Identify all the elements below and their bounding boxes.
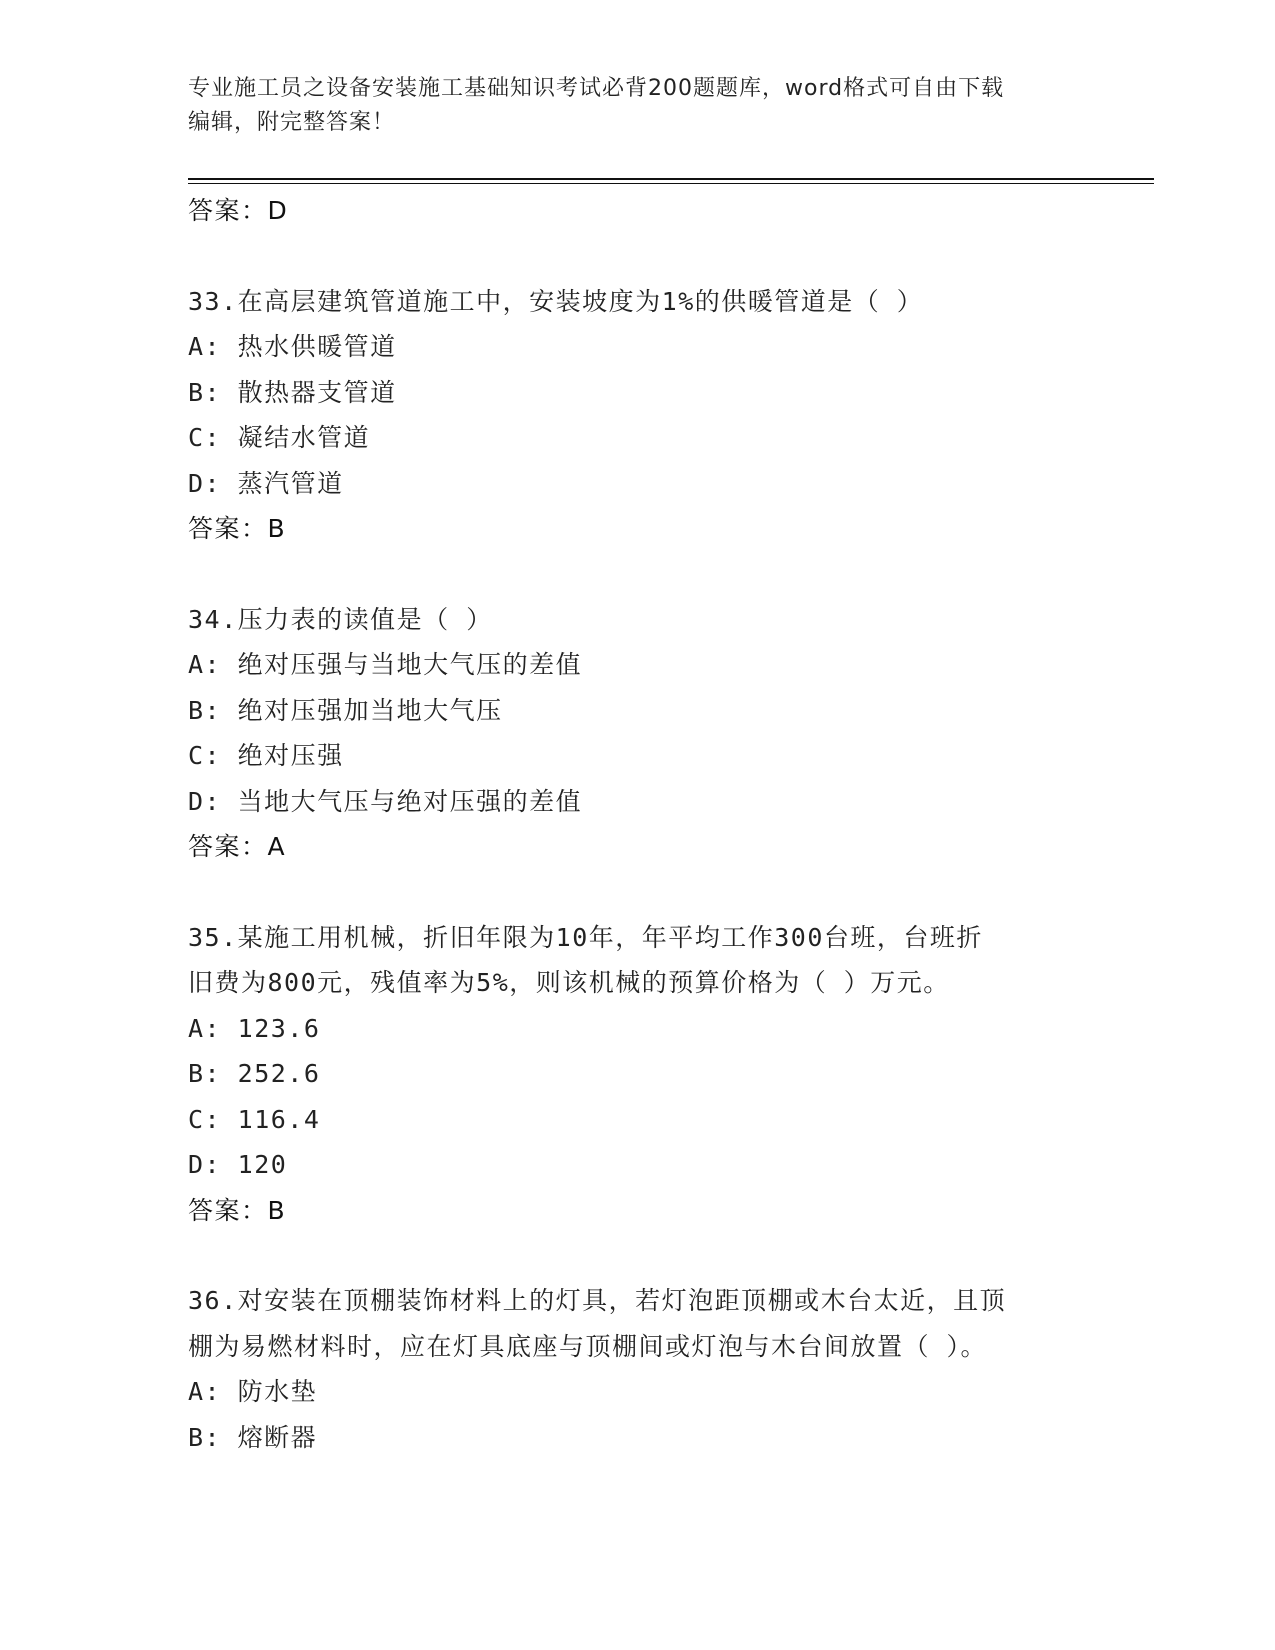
spacer [188,234,1088,279]
option-b: B: 绝对压强加当地大气压 [188,695,503,725]
option-d: D: 120 [188,1150,288,1179]
question-stem: 33.在高层建筑管道施工中，安装坡度为1%的供暖管道是（ ） [188,286,924,316]
option-a: A: 绝对压强与当地大气压的差值 [188,650,583,679]
option-d: D: 蒸汽管道 [188,468,344,498]
question-block [188,279,1088,552]
question-block [188,1278,1088,1460]
option-b: B: 252.6 [188,1059,321,1088]
spacer [188,1233,1088,1278]
option-c: C: 凝结水管道 [188,423,371,452]
answer-line: 答案：B [188,1195,287,1225]
option-d: D: 当地大气压与绝对压强的差值 [188,786,583,816]
option-a: A: 防水垫 [188,1377,318,1406]
answer-line: 答案：A [188,832,287,861]
option-b: B: 熔断器 [188,1422,318,1452]
header-divider-thin [188,183,1154,184]
answer-line: 答案：D [188,196,289,225]
header-line-1: 专业施工员之设备安装施工基础知识考试必背200题题库，word格式可自由下载 [188,76,1005,101]
header-divider [188,178,1154,180]
document-header [188,72,1068,140]
spacer [188,870,1088,915]
option-b: B: 散热器支管道 [188,377,397,407]
option-a: A: 123.6 [188,1013,321,1043]
question-stem: 35.某施工用机械，折旧年限为10年，年平均工作300台班，台班折 [188,922,983,952]
question-block [188,597,1088,870]
option-c: C: 116.4 [188,1104,321,1134]
header-line-2: 编辑，附完整答案！ [188,110,396,135]
question-stem-continued: 棚为易燃材料时，应在灯具底座与顶棚间或灯泡与木台间放置（ ）。 [188,1331,988,1361]
option-c: C: 绝对压强 [188,741,344,770]
spacer [188,552,1088,597]
question-block [188,915,1088,1234]
question-stem-continued: 旧费为800元，残值率为5%，则该机械的预算价格为（ ）万元。 [188,968,950,997]
option-a: A: 热水供暖管道 [188,332,397,361]
question-stem: 36.对安装在顶棚装饰材料上的灯具，若灯泡距顶棚或木台太近，且顶 [188,1286,1007,1315]
answer-line: 答案：B [188,514,287,543]
question-list [188,188,1088,1460]
question-stem: 34.压力表的读值是（ ） [188,604,493,634]
